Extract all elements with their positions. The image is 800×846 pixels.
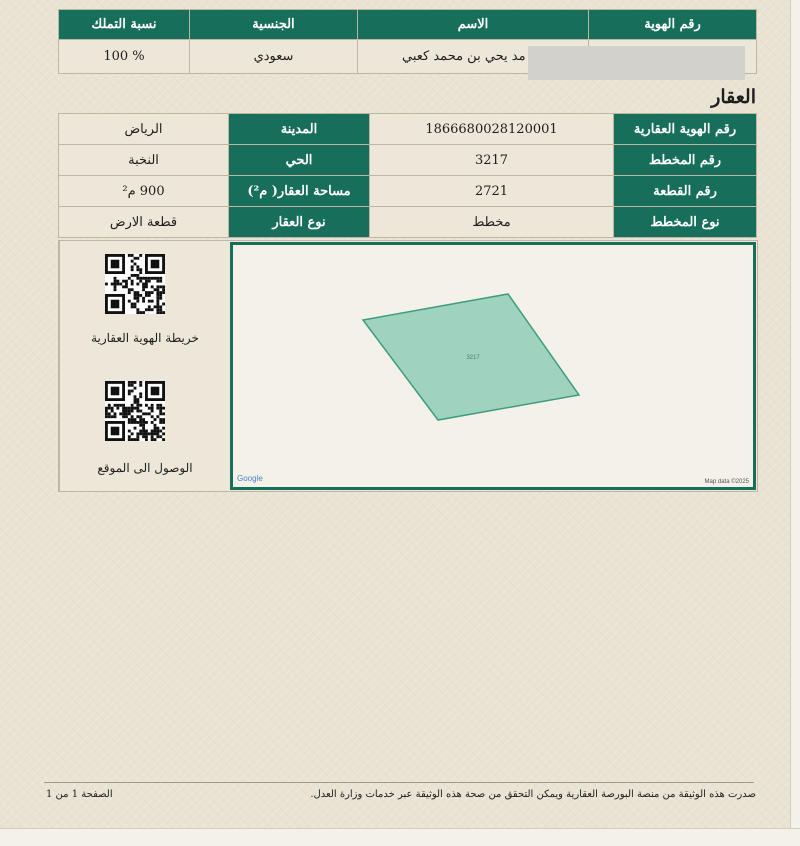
property-value: قطعة الارض [59,207,229,238]
page-edge [790,0,800,845]
property-label: الحي [229,145,370,176]
owner-share: 100 % [59,40,190,74]
header-name: الاسم [358,10,589,40]
qr-label-location: الوصول الى الموقع [97,461,193,475]
property-label: رقم المخطط [614,145,757,176]
qr-label-map: خريطة الهوية العقارية [91,331,199,345]
property-label: نوع العقار [229,207,370,238]
property-value: الرياض [59,114,229,145]
map-panel [58,240,758,492]
redacted-block [528,46,745,80]
property-value: مخطط [370,207,614,238]
property-value: 900 م² [59,176,229,207]
header-nationality: الجنسية [190,10,358,40]
property-label: رقم الهوية العقارية [614,114,757,145]
page-bottom-edge [0,828,800,846]
qr-code-icon[interactable] [105,254,165,314]
parcel-map[interactable] [230,242,756,490]
owner-nationality: سعودي [190,40,358,74]
header-id: رقم الهوية [589,10,757,40]
property-value: 2721 [370,176,614,207]
property-table [58,113,757,238]
section-title: العقار [711,86,756,108]
table-row [59,145,757,176]
header-share: نسبة التملك [59,10,190,40]
map-data-credit: Map data ©2025 [704,479,749,485]
property-value: 3217 [370,145,614,176]
table-row [59,176,757,207]
map-canvas [233,245,753,487]
google-logo: Google [237,474,263,483]
page-number: الصفحة 1 من 1 [46,789,113,800]
property-value: 186668002812000‎1 [370,114,614,145]
property-label: نوع المخطط [614,207,757,238]
footer-divider [44,782,754,783]
qr-code-icon[interactable] [105,381,165,441]
parcel-label: 3217 [466,355,480,361]
property-label: مساحة العقار( م²) [229,176,370,207]
owner-name: مد يحي بن محمد كعبي [358,40,589,74]
table-row [59,114,757,145]
footer-statement: صدرت هذه الوثيقة من منصة البورصة العقارية ويمكن التحقق من صحة هذه الوثيقة عبر خدمات وزارة العدل. [310,789,756,800]
table-row [59,207,757,238]
property-label: رقم القطعة [614,176,757,207]
property-label: المدينة [229,114,370,145]
property-value: النخبة [59,145,229,176]
qr-column [59,241,230,491]
